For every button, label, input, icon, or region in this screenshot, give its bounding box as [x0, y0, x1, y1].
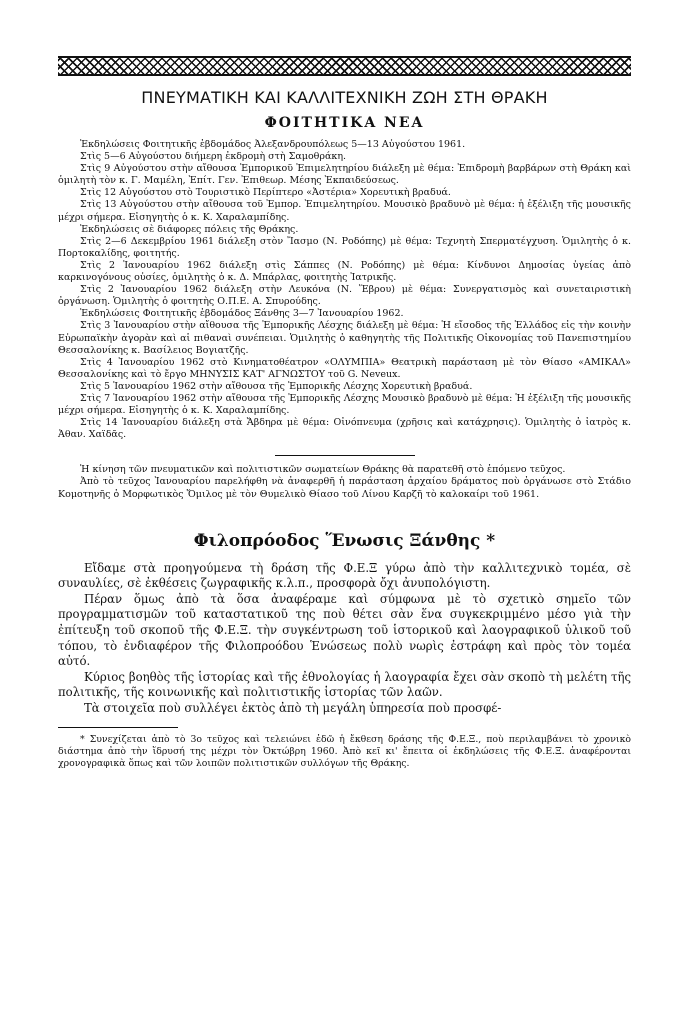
section-divider — [275, 455, 415, 456]
news-item: Στὶς 4 Ἰανουαρίου 1962 στὸ Κινηματοθέατρον «ΟΛΥΜΠΙΑ» Θεατρικὴ παράσταση μὲ τὸν Θίασο «ΑΜΙΚΑΛ» Θεσσαλονίκης καὶ τὸ ἔργο ΜΗΝΥΣΙΣ ΚΑΤ' ΑΓΝΩΣΤΟΥ τοῦ G. Neveux. — [58, 356, 631, 380]
footnote-text: * Συνεχίζεται ἀπὸ τὸ 3ο τεῦχος καὶ τελειώνει ἐδῶ ἡ ἔκθεση δράσης τῆς Φ.Ε.Ξ., ποὺ περιλαμβάνει τὸ χρονικὸ διάστημα ἀπὸ τὴν ἵδρυσή της μέχρι τὸν Ὀκτώβρη 1960. Ἀπὸ κεῖ κι' ἔπειτα οἱ ἐκδηλώσεις τῆς Φ.Ε.Ξ. ἀναφέρονται χρονογραφικὰ ὅπως καὶ τῶν λοιπῶν πολιτιστικῶν συλλόγων τῆς Θράκης. — [58, 733, 631, 769]
news-item: Στὶς 3 Ἰανουαρίου στὴν αἴθουσα τῆς Ἐμπορικῆς Λέσχης διάλεξη μὲ θέμα: Ἡ εἴσοδος τῆς Ἑλλάδος εἰς τὴν κοινὴν Εὐρωπαϊκὴν ἀγορὰν καὶ αἱ πιθαναὶ συνέπειαι. Ὁμιλητὴς ὁ καθηγητὴς τῆς Πολιτικῆς Οἰκονομίας τοῦ Πανεπιστημίου Θεσσαλονίκης κ. Βασίλειος Βογιατζῆς. — [58, 320, 631, 356]
footnote-divider — [58, 727, 178, 728]
decorative-border — [58, 56, 631, 76]
note-paragraph: Ἀπὸ τὸ τεῦχος Ἰανουαρίου παρελήφθη νὰ ἀναφερθῆ ἡ παράσταση ἀρχαίου δράματος ποὺ ὀργάνωσε στὸ Στάδιο Κομοτηνῆς ὁ Μορφωτικὸς Ὅμιλος μὲ τὸν Θυμελικὸ Θίασο τοῦ Λίνου Καρζῆ τὸ καλοκαίρι τοῦ 1961. — [58, 476, 631, 500]
news-item: Ἐκδηλώσεις Φοιτητικῆς ἑβδομάδος Ἀλεξανδρουπόλεως 5—13 Αὐγούστου 1961. — [80, 139, 466, 150]
news-item: Στὶς 7 Ἰανουαρίου 1962 στὴν αἴθουσα τῆς Ἐμπορικῆς Λέσχης Μουσικὸ βραδυνὸ μὲ θέμα: Ἡ ἐξέλιξη τῆς μουσικῆς μέχρι σήμερα. Εἰσηγητὴς ὁ κ. Κ. Χαραλαμπίδης. — [58, 392, 631, 417]
article-paragraph: Πέραν ὅμως ἀπὸ τὰ ὅσα ἀναφέραμε καὶ σύμφωνα μὲ τὸ σχετικὸ σημεῖο τῶν προγραμματισμῶν τοῦ καταστατικοῦ της ποὺ θέτει σὰν ἕνα συγκεκριμμένο μέσο γιὰ τὴν ἐπίτευξη τοῦ σκοποῦ τῆς Φ.Ε.Ξ. τὴν συγκέντρωση τοῦ ἱστορικοῦ καὶ λαογραφικοῦ ὑλικοῦ τοῦ τόπου, τὸ ἐνδιαφέρον τῆς Φιλοπροόδου Ἑνώσεως πολὺ νωρὶς ἐστράφη καὶ πρὸς τὸν τομέα αὐτό. — [58, 591, 631, 669]
article-title: Φιλοπρόοδος Ἕνωσις Ξάνθης * — [193, 530, 496, 551]
news-item: Στὶς 9 Αὐγούστου στὴν αἴθουσα Ἐμπορικοῦ Ἐπιμελητηρίου διάλεξη μὲ θέμα: Ἐπιδρομὴ βαρβάρων στὴ Θράκη καὶ ὁμιλητὴ τὸν κ. Γ. Μαμέλη, Ἐπίτ. Γεν. Ἐπιθεωρ. Μέσης Ἐκπαιδεύσεως. — [58, 163, 631, 187]
news-item: Στὶς 2 Ἰανουαρίου 1962 διάλεξη στὶς Σάππες (Ν. Ροδόπης) μὲ θέμα: Κίνδυνοι Δημοσίας ὑγείας ἀπὸ καρκινογόνους οὐσίες, ὁμιλητὴς ὁ κ. Δ. Μπάρλας, φοιτητὴς Ἰατρικῆς. — [58, 259, 631, 284]
news-item: Ἐκδηλώσεις Φοιτητικῆς ἑβδομάδος Ξάνθης 3—7 Ἰανουαρίου 1962. — [80, 308, 404, 320]
news-item: Στὶς 5—6 Αὐγούστου διήμερη ἐκδρομὴ στὴ Σαμοθράκη. — [80, 151, 347, 163]
article-paragraph: Τὰ στοιχεῖα ποὺ συλλέγει ἐκτὸς ἀπὸ τὴ μεγάλη ὑπηρεσία ποὺ προσφέ- — [84, 700, 502, 715]
student-news — [58, 139, 631, 441]
article-paragraph: Κύριος βοηθὸς τῆς ἱστορίας καὶ τῆς ἐθνολογίας ἡ λαογραφία ἔχει σὰν σκοπὸ τὴ μελέτη τῆς πολιτικῆς, τῆς κοινωνικῆς καὶ πολιτιστικῆς ἱστορίας τῶν λαῶν. — [58, 669, 631, 700]
footnote — [58, 734, 631, 770]
article-body — [58, 561, 631, 717]
news-item: Στὶς 5 Ἰανουαρίου 1962 στὴν αἴθουσα τῆς Ἐμπορικῆς Λέσχης Χορευτικὴ βραδυά. — [80, 380, 473, 392]
news-item: Στὶς 2—6 Δεκεμβρίου 1961 διάλεξη στὸν Ἴασμο (Ν. Ροδόπης) μὲ θέμα: Τεχνητὴ Σπερματέγχυση. Ὁμιλητὴς ὁ κ. Πορτοκαλίδης, φοιτητής. — [58, 235, 631, 259]
news-item: Στὶς 2 Ἰανουαρίου 1962 διάλεξη στὴν Λευκόνα (Ν. Ἕβρου) μὲ θέμα: Συνεργατισμὸς καὶ συνεταιριστικὴ ὀργάνωση. Ὁμιλητὴς ὁ φοιτητὴς Ο.Π.Ε. Α. Σπυρούδης. — [58, 284, 631, 308]
news-item: Στὶς 12 Αὐγούστου στὸ Τουριστικὸ Περίπτερο «Ἀστέρια» Χορευτικὴ βραδυά. — [80, 187, 451, 199]
news-item: Ἐκδηλώσεις σὲ διάφορες πόλεις τῆς Θράκης. — [80, 223, 299, 235]
news-section-title: ΦΟΙΤΗΤΙΚΑ ΝΕΑ — [264, 115, 425, 131]
document-page — [58, 56, 631, 770]
news-item: Στὶς 14 Ἰανουαρίου διάλεξη στὰ Ἄβδηρα μὲ θέμα: Οἰνόπνευμα (χρῆσις καὶ κατάχρησις). Ὁμιλητὴς ὁ ἰατρὸς κ. Ἀθαν. Χαϊδᾶς. — [58, 417, 631, 441]
journal-section-title: ΠΝΕΥΜΑΤΙΚΗ ΚΑΙ ΚΑΛΛΙΤΕΧΝΙΚΗ ΖΩΗ ΣΤΗ ΘΡΑΚΗ — [141, 88, 548, 107]
notes-block — [58, 464, 631, 500]
note-paragraph: Ἡ κίνηση τῶν πνευματικῶν καὶ πολιτιστικῶν σωματείων Θράκης θὰ παρατεθῆ στὸ ἑπόμενο τεῦχος. — [80, 464, 566, 476]
news-item: Στὶς 13 Αὐγούστου στὴν αἴθουσα τοῦ Ἐμπορ. Ἐπιμελητηρίου. Μουσικὸ βραδυνὸ μὲ θέμα: ἡ ἐξέλιξη τῆς μουσικῆς μέχρι σήμερα. Εἰσηγητὴς ὁ κ. Κ. Χαραλαμπίδης. — [58, 199, 631, 223]
article-paragraph: Εἴδαμε στὰ προηγούμενα τὴ δράση τῆς Φ.Ε.Ξ γύρω ἀπὸ τὴν καλλιτεχνικὸ τομέα, σὲ συναυλίες, σὲ ἐκθέσεις ζωγραφικῆς κ.λ.π., προσφορὰ ὄχι ἀνυπολόγιστη. — [58, 560, 631, 591]
